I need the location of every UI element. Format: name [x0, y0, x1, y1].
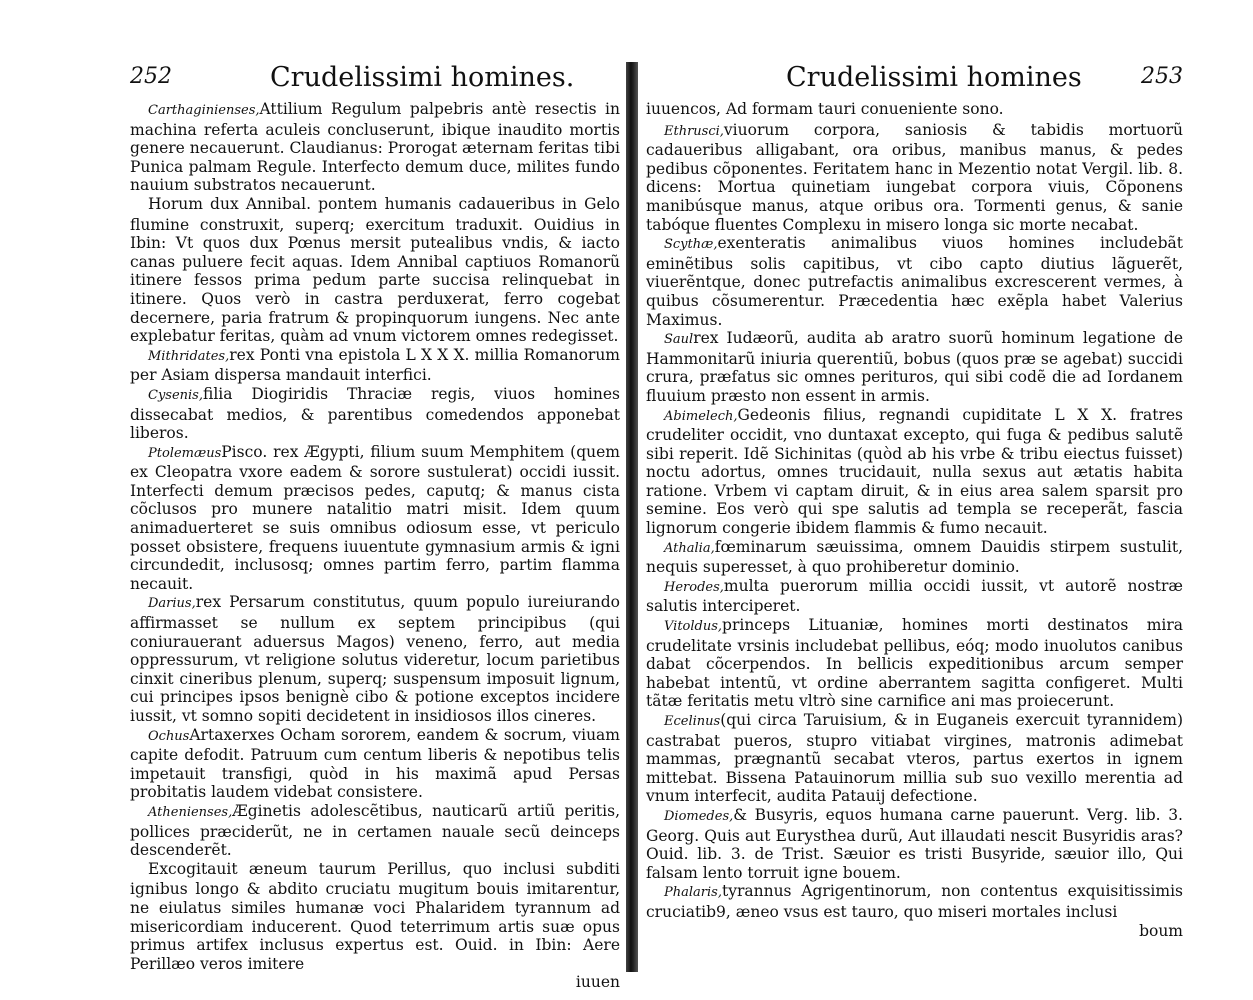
entry-name: Ochus — [148, 728, 190, 744]
entry-text: tyrannus Agrigentinorum, non contentus exquisitissimis cruciatib9, æneo vsus est tauro, quo miseri mortales inclusi — [646, 882, 1183, 921]
right-running-title: Crudelissimi homines — [786, 62, 1082, 93]
paragraph — [130, 593, 620, 725]
entry-name: Herodes, — [664, 579, 724, 595]
entry-name: Diomedes, — [664, 808, 734, 824]
entry-name: Mithridates, — [148, 348, 230, 364]
entry-text: Gedeonis filius, regnandi cupiditate L X X. fratres crudeliter occidit, vno duntaxat excepto, qui fuga & pedibus salutẽ sibi reperit. Idẽ Sichinitas (quòd ab his vrbe & tribu eiectus fuisset) noctu adortus, omnes trucidauit, nulla sexus aut ætatis habita ratione. Vrbem vi captam diruit, & in eius area salem sparsit pro semine. Eos verò qui spe salutis ad templa se receperãt, fascia lignorum congerie ibidem flammis & fumo necauit. — [646, 405, 1183, 538]
entry-text: princeps Lituaniæ, homines morti destinatos mira crudelitate vrsinis includebat pellibus, eóq; modo inuolutos canibus dabat cõcerpendos. In bellicis expeditionibus arcum semper habebat intentũ, vt ordine aberrantem sagitta configeret. Multi tãtæ feritatis metu vltrò sine carnifice ani mas proiecerunt. — [646, 616, 1183, 711]
entry-text: Excogitauit æneum taurum Perillus, quo inclusi subditi ignibus longo & abdito cruciatu mugitum bouis imitarentur, ne eiulatus similes humanæ voci Phalaridem tyrannum ad misericordiam inducerent. Quod teterrimum artis suæ opus primus artifex inclusus expertus est. Ouid. in Ibin: Aere Perillæo veros imitere — [130, 859, 620, 973]
entry-text: rex Iudæorũ, audita ab aratro suorũ hominum legatione de Hammonitarũ iniuria querentiũ, bobus (quos præ se agebat) succidi crura, præfatus sic omnes perituros, qui sibi codẽ die ad Iordanem fluuium præsto non essent in armis. — [646, 329, 1183, 405]
entry-text: exenteratis animalibus viuos homines includebãt eminẽtibus solis capitibus, vt cibo capto diutius lãguerẽt, viuerẽntque, donec putrefactis animalibus excrescerent vermes, à quibus cõsumerentur. Præcedentia hæc exẽpla habet Valerius Maximus. — [646, 234, 1183, 329]
paragraph — [130, 860, 620, 974]
right-page-number: 253 — [1141, 64, 1183, 89]
entry-text: Artaxerxes Ocham sororem, eandem & socrum, viuam capite defodit. Patruum cum centum liberis & nepotibus telis impetauit transfigi, quòd in his maximã apud Persas probitatis laudem videbat consistere. — [130, 725, 620, 802]
entry-name: Athenienses, — [148, 804, 233, 820]
right-page — [640, 0, 1253, 1000]
paragraph — [130, 443, 620, 594]
paragraph — [130, 802, 620, 860]
left-catchword: iuuen — [575, 973, 620, 992]
right-page-header — [646, 60, 1183, 100]
paragraph — [646, 711, 1183, 806]
paragraph — [646, 806, 1183, 882]
entry-name: Cysenis, — [148, 387, 203, 403]
left-page-number: 252 — [130, 64, 172, 89]
entry-text: (qui circa Taruisium, & in Euganeis exercuit tyrannidem) castrabat pueros, stupro vitiabat virgines, matronis adimebat mammas, prægnantũ secabat vteros, partus exertos in ignem mittebat. Bissena Patauinorum millia sub suo vexillo merentia ad vnum interfecit, audita Patauij defectione. — [646, 711, 1183, 806]
entry-name: Ethrusci, — [664, 123, 724, 139]
entry-text: multa puerorum millia occidi iussit, vt autorẽ nostræ salutis interciperet. — [646, 576, 1183, 616]
entry-name: Scythæ, — [664, 237, 718, 253]
entry-text: iuuencos, Ad formam tauri conueniente sono. — [646, 100, 1004, 118]
paragraph — [646, 406, 1183, 538]
entry-text: Æginetis adolescẽtibus, nauticarũ artiũ peritis, pollices præciderũt, ne in certamen nauale secũ deinceps descenderẽt. — [130, 801, 620, 860]
entry-name: Darius, — [148, 596, 196, 612]
entry-name: Abimelech, — [664, 408, 738, 424]
paragraph — [646, 577, 1183, 616]
paragraph — [646, 329, 1183, 405]
left-page-header — [130, 60, 620, 100]
left-text-column — [130, 100, 620, 992]
entry-name: Ecelinus — [664, 714, 721, 729]
paragraph — [646, 121, 1183, 235]
right-text-column — [646, 100, 1183, 940]
entry-text: rex Persarum constitutus, quum populo iureiurando affirmasset se nullum ex septem principibus (qui coniurauerant aduersus Magos) veneno, ferro, aut media oppressurum, vt religione solutus videretur, locum parietibus cinxit cineribus plenum, superq; suspensum imposuit lignum, cui principes ipsos benignè cibo & potione exceptos incidere iussit, vt somno sopiti decidetent in insidiosos illos cineres. — [130, 593, 620, 725]
entry-text: rex Ponti vna epistola L X X X. millia Romanorum per Asiam dispersa mandauit interfici. — [130, 345, 620, 385]
entry-name: Vitoldus, — [664, 619, 723, 635]
paragraph — [130, 195, 620, 346]
right-catchword: boum — [1139, 921, 1183, 940]
paragraph — [130, 385, 620, 443]
paragraph — [646, 100, 1183, 121]
left-running-title: Crudelissimi homines. — [270, 62, 575, 93]
book-gutter — [626, 62, 638, 972]
paragraph — [646, 616, 1183, 711]
entry-text: viuorum corpora, saniosis & tabidis mortuorũ cadaueribus alligabant, ora oribus, manibus manus, & pedes pedibus cõponentes. Feritatem hanc in Mezentio notat Vergil. lib. 8. dicens: Mortua quinetiam iungebat corpora viuis, Cõponens manibúsque manus, atque oribus ora. Tormenti genus, & sanie tabóque fluentes Complexu in misero longa sic morte necabat. — [646, 120, 1183, 234]
entry-name: Athalia, — [664, 540, 715, 556]
paragraph — [646, 538, 1183, 577]
entry-text: Attilium Regulum palpebris antè resectis in machina referta aculeis concluserunt, ibique inaudito mortis genere necauerunt. Claudianus: Prorogat æternam feritas tibi Punica palmam Regule. Interfecto demum duce, milites fundo nauium substratos necauerunt. — [130, 100, 620, 195]
entry-text: & Busyris, equos humana carne pauerunt. Verg. lib. 3. Georg. Quis aut Eurysthea durũ, Aut illaudati nescit Busyridis aras? Ouid. lib. 3. de Trist. Sæuior es tristi Busyride, sæuior illo, Qui falsam lento torruit igne bouem. — [646, 805, 1183, 882]
entry-text: Horum dux Annibal. pontem humanis cadaueribus in Gelo flumine construxit, superq; exercitum traduxit. Ouidius in Ibin: Vt quos dux Pœnus mersit putealibus vndis, & iacto canas puluere fecit aquas. Idem Annibal captiuos Romanorũ itinere fessos prima pedum parte succisa relinquebat in itinere. Quos verò in castra perduxerat, ferro cogebat decernere, paria fratrum & propinquorum iungens. Nec ante explebatur feritas, quàm ad vnum victorem omnes redegisset. — [130, 194, 620, 346]
paragraph — [646, 234, 1183, 329]
entry-text: Pisco. rex Ægypti, filium suum Memphitem (quem ex Cleopatra vxore eadem & sorore sustulerat) occidi iussit. Interfecti demum præcisos pedes, caputq; & manus cista cõclusos pro munere natalitio matri misit. Idem quum animaduerteret se suis omnibus odiosum esse, vt periculo posset obsistere, frequens iuuentute gymnasium armis & igni circundedit, inclusosq; omnes partim ferro, partim flamma necauit. — [130, 442, 620, 593]
entry-name: Ptolemæus — [148, 445, 222, 461]
entry-text: filia Diogiridis Thraciæ regis, viuos homines dissecabat medios, & parentibus comedendos apponebat liberos. — [130, 384, 620, 443]
paragraph — [130, 726, 620, 802]
paragraph — [130, 346, 620, 385]
entry-name: Saul — [664, 332, 694, 348]
entry-text: fœminarum sæuissima, omnem Dauidis stirpem sustulit, nequis superesset, à quo prohiberetur dominio. — [646, 537, 1183, 577]
entry-name: Phalaris, — [664, 885, 722, 901]
entry-name: Carthaginienses, — [148, 103, 260, 118]
paragraph — [130, 100, 620, 195]
paragraph — [646, 882, 1183, 921]
